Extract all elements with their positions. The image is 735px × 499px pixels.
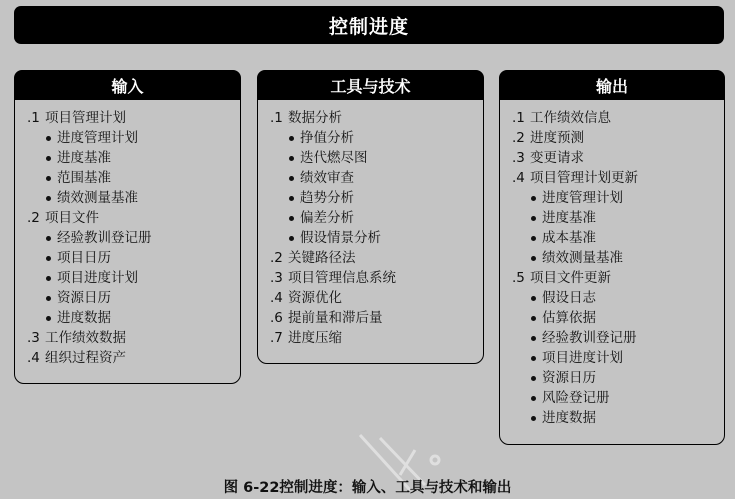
- item-number: .2: [270, 250, 283, 266]
- sub-item: [15, 248, 240, 268]
- item-number: .5: [512, 270, 525, 286]
- numbered-item: [15, 108, 240, 128]
- bullet-icon: [289, 136, 294, 141]
- sub-item: [15, 128, 240, 148]
- item-number: .4: [27, 350, 40, 366]
- item-label: 提前量和滞后量: [288, 310, 383, 326]
- sub-item: [258, 128, 483, 148]
- item-label: 组织过程资产: [45, 350, 126, 366]
- sub-item-label: 项目日历: [57, 250, 111, 266]
- outputs-list: [500, 100, 724, 428]
- sub-item: [258, 188, 483, 208]
- bullet-icon: [289, 176, 294, 181]
- figure-caption: 图 6-22控制进度：输入、工具与技术和输出: [223, 480, 512, 496]
- numbered-item: [258, 288, 483, 308]
- bullet-icon: [531, 216, 536, 221]
- bullet-icon: [46, 256, 51, 261]
- sub-item-label: 进度数据: [57, 310, 111, 326]
- sub-item-label: 项目进度计划: [57, 270, 138, 286]
- sub-item-label: 偏差分析: [300, 210, 354, 226]
- item-number: .3: [512, 150, 525, 166]
- sub-item: [258, 208, 483, 228]
- tools-techniques-column: [257, 70, 484, 364]
- sub-item: [500, 228, 724, 248]
- sub-item: [500, 348, 724, 368]
- item-label: 工作绩效数据: [45, 330, 126, 346]
- item-number: .1: [270, 110, 283, 126]
- sub-item: [15, 268, 240, 288]
- sub-item-label: 进度管理计划: [57, 130, 138, 146]
- sub-item-label: 绩效测量基准: [542, 250, 623, 266]
- sub-item-label: 进度数据: [542, 410, 596, 426]
- sub-item: [500, 328, 724, 348]
- item-label: 资源优化: [288, 290, 342, 306]
- bullet-icon: [531, 416, 536, 421]
- sub-item-label: 范围基准: [57, 170, 111, 186]
- sub-item-label: 绩效审查: [300, 170, 354, 186]
- sub-item: [500, 408, 724, 428]
- sub-item: [500, 368, 724, 388]
- sub-item-label: 项目进度计划: [542, 350, 623, 366]
- sub-item: [258, 148, 483, 168]
- item-number: .4: [512, 170, 525, 186]
- bullet-icon: [46, 276, 51, 281]
- item-number: .3: [270, 270, 283, 286]
- sub-item-label: 趋势分析: [300, 190, 354, 206]
- sub-item-label: 估算依据: [542, 310, 596, 326]
- sub-item-label: 资源日历: [57, 290, 111, 306]
- sub-item: [15, 148, 240, 168]
- process-title: 控制进度: [328, 15, 409, 38]
- sub-item-label: 绩效测量基准: [57, 190, 138, 206]
- numbered-item: [258, 108, 483, 128]
- sub-item-label: 资源日历: [542, 370, 596, 386]
- sub-item: [258, 168, 483, 188]
- item-label: 项目管理计划: [45, 110, 126, 126]
- sub-item: [500, 188, 724, 208]
- numbered-item: [15, 348, 240, 368]
- sub-item: [500, 288, 724, 308]
- sub-item: [15, 308, 240, 328]
- sub-item-label: 进度基准: [57, 150, 111, 166]
- sub-item-label: 经验教训登记册: [542, 330, 637, 346]
- sub-item: [15, 188, 240, 208]
- numbered-item: [15, 328, 240, 348]
- numbered-item: [258, 248, 483, 268]
- bullet-icon: [289, 216, 294, 221]
- inputs-heading: [14, 70, 241, 100]
- bullet-icon: [46, 316, 51, 321]
- item-number: .1: [27, 110, 40, 126]
- sub-item: [15, 228, 240, 248]
- sub-item-label: 假设日志: [542, 290, 596, 306]
- bullet-icon: [289, 196, 294, 201]
- item-number: .1: [512, 110, 525, 126]
- bullet-icon: [531, 316, 536, 321]
- inputs-heading-label: 输入: [111, 76, 144, 96]
- sub-item-label: 假设情景分析: [300, 230, 381, 246]
- item-number: .2: [27, 210, 40, 226]
- outputs-heading-label: 输出: [595, 76, 628, 96]
- sub-item: [500, 248, 724, 268]
- sub-item-label: 迭代燃尽图: [300, 150, 368, 166]
- item-number: .4: [270, 290, 283, 306]
- outputs-heading: [499, 70, 725, 100]
- sub-item-label: 成本基准: [542, 230, 596, 246]
- bullet-icon: [46, 176, 51, 181]
- sub-item: [15, 168, 240, 188]
- sub-item-label: 进度管理计划: [542, 190, 623, 206]
- bullet-icon: [531, 356, 536, 361]
- bullet-icon: [46, 296, 51, 301]
- inputs-list: [15, 100, 240, 368]
- bullet-icon: [531, 376, 536, 381]
- sub-item: [500, 208, 724, 228]
- item-label: 关键路径法: [288, 250, 356, 266]
- bullet-icon: [289, 236, 294, 241]
- bullet-icon: [531, 256, 536, 261]
- tools-techniques-list: [258, 100, 483, 348]
- item-label: 工作绩效信息: [530, 110, 611, 126]
- item-number: .7: [270, 330, 283, 346]
- inputs-column: [14, 70, 241, 384]
- bullet-icon: [531, 196, 536, 201]
- bullet-icon: [531, 296, 536, 301]
- item-label: 项目文件: [45, 210, 99, 226]
- sub-item-label: 挣值分析: [300, 130, 354, 146]
- numbered-item: [258, 328, 483, 348]
- numbered-item: [500, 128, 724, 148]
- bullet-icon: [46, 156, 51, 161]
- bullet-icon: [46, 196, 51, 201]
- item-label: 项目管理计划更新: [530, 170, 638, 186]
- item-label: 项目文件更新: [530, 270, 611, 286]
- sub-item: [500, 388, 724, 408]
- bullet-icon: [531, 336, 536, 341]
- bullet-icon: [46, 136, 51, 141]
- item-number: .3: [27, 330, 40, 346]
- numbered-item: [500, 108, 724, 128]
- numbered-item: [15, 208, 240, 228]
- bullet-icon: [531, 396, 536, 401]
- numbered-item: [500, 168, 724, 188]
- sub-item-label: 风险登记册: [542, 390, 610, 406]
- tools-techniques-heading-label: 工具与技术: [330, 76, 411, 96]
- sub-item: [500, 308, 724, 328]
- tools-techniques-heading: [257, 70, 484, 100]
- item-label: 项目管理信息系统: [288, 270, 396, 286]
- bullet-icon: [531, 236, 536, 241]
- item-label: 进度压缩: [288, 330, 342, 346]
- item-label: 变更请求: [530, 150, 584, 166]
- outputs-column: [499, 70, 725, 445]
- sub-item-label: 进度基准: [542, 210, 596, 226]
- numbered-item: [500, 148, 724, 168]
- item-label: 进度预测: [530, 130, 584, 146]
- bullet-icon: [289, 156, 294, 161]
- numbered-item: [500, 268, 724, 288]
- sub-item: [15, 288, 240, 308]
- process-title-banner: [14, 6, 724, 44]
- item-number: .2: [512, 130, 525, 146]
- bullet-icon: [46, 236, 51, 241]
- item-number: .6: [270, 310, 283, 326]
- numbered-item: [258, 308, 483, 328]
- sub-item: [258, 228, 483, 248]
- item-label: 数据分析: [288, 110, 342, 126]
- numbered-item: [258, 268, 483, 288]
- sub-item-label: 经验教训登记册: [57, 230, 152, 246]
